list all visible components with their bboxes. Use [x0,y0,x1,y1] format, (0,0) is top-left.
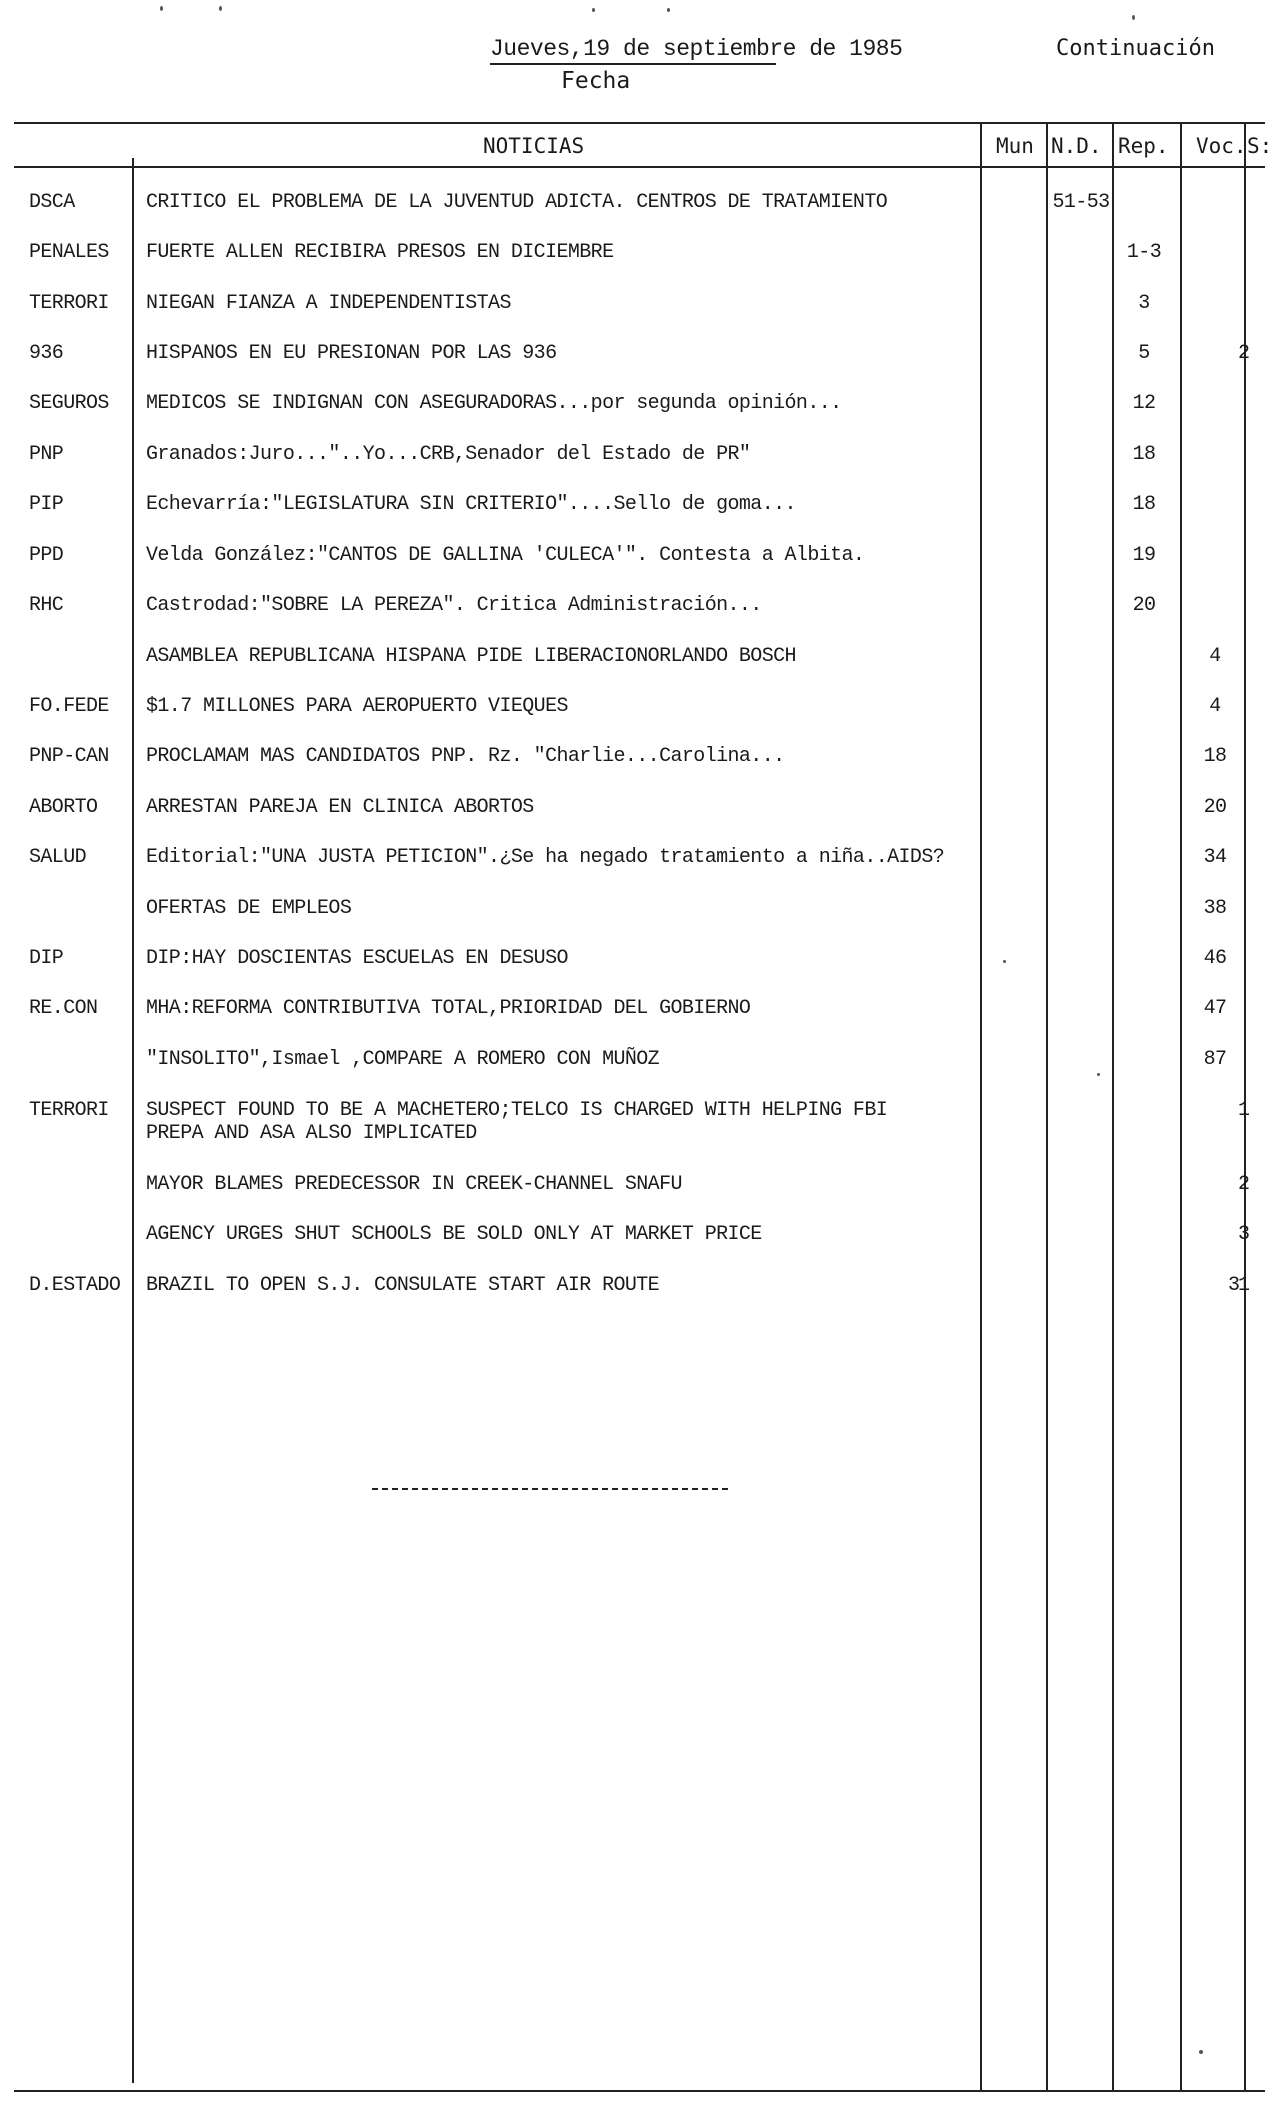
date-underline [490,63,776,65]
section-code: TERRORI [29,1099,109,1122]
scan-speck [160,6,163,11]
table-row [0,593,1265,621]
table-row [0,442,1265,470]
section-code: SALUD [29,846,87,869]
voc-page: 20 [1203,796,1227,819]
nd-page: 51-53 [1052,191,1110,214]
headline: CRITICO EL PROBLEMA DE LA JUVENTUD ADICTA. CENTROS DE TRATAMIENTO [146,191,888,214]
headline: ARRESTAN PAREJA EN CLINICA ABORTOS [146,796,534,819]
headline: NIEGAN FIANZA A INDEPENDENTISTAS [146,292,511,315]
section-code: PNP-CAN [29,745,109,768]
s-page: 2 [1238,342,1250,365]
table-row [0,795,1265,823]
section-code: RHC [29,594,64,617]
scan-speck [667,8,670,12]
s-page: 3 [1238,1223,1250,1246]
s-page: 1 [1238,1274,1250,1297]
headline-continued: PREPA AND ASA ALSO IMPLICATED [146,1122,477,1145]
table-bottom-rule [14,2090,1265,2092]
column-header-noticias: NOTICIAS [483,134,585,158]
scan-speck [592,8,595,12]
scan-speck [219,6,222,11]
section-code: TERRORI [29,292,109,315]
voc-page: 47 [1203,997,1227,1020]
section-code: DIP [29,947,64,970]
end-of-list-rule [372,1488,728,1490]
section-code: PIP [29,493,64,516]
section-code: SEGUROS [29,392,109,415]
table-row [0,291,1265,319]
section-code: D.ESTADO [29,1274,121,1297]
voc-page: 38 [1203,897,1227,920]
headline: DIP:HAY DOSCIENTAS ESCUELAS EN DESUSO [146,947,568,970]
voc-page: 4 [1209,695,1221,718]
voc-page: 3 [1228,1274,1240,1297]
table-row [0,341,1265,369]
rep-page: 5 [1138,342,1150,365]
section-code: RE.CON [29,997,98,1020]
header-bottom-rule [14,166,1265,168]
headline: PROCLAMAM MAS CANDIDATOS PNP. Rz. "Charlie...Carolina... [146,745,785,768]
table-row [0,1172,1265,1200]
headline: MEDICOS SE INDIGNAN CON ASEGURADORAS...por segunda opinión... [146,392,842,415]
voc-page: 18 [1203,745,1227,768]
table-row [0,946,1265,974]
column-header-nd: N.D. [1051,134,1102,158]
headline: HISPANOS EN EU PRESIONAN POR LAS 936 [146,342,557,365]
scan-speck [1097,1073,1100,1076]
table-row [0,190,1265,218]
section-code: PPD [29,544,64,567]
section-code: FO.FEDE [29,695,109,718]
voc-page: 34 [1203,846,1227,869]
rep-page: 20 [1132,594,1156,617]
voc-page: 46 [1203,947,1227,970]
fecha-label: Fecha [561,68,631,94]
rep-page: 19 [1132,544,1156,567]
section-code: PENALES [29,241,109,264]
headline: MHA:REFORMA CONTRIBUTIVA TOTAL,PRIORIDAD DEL GOBIERNO [146,997,751,1020]
rep-page: 12 [1132,392,1156,415]
column-header-s: S: [1247,134,1272,158]
table-row [0,744,1265,772]
rep-page: 1-3 [1126,241,1162,264]
headline: SUSPECT FOUND TO BE A MACHETERO;TELCO IS CHARGED WITH HELPING FBI [146,1099,888,1122]
table-row [0,1098,1265,1150]
table-row [0,240,1265,268]
table-row [0,1222,1265,1250]
section-code: ABORTO [29,796,98,819]
table-row [0,391,1265,419]
headline: OFERTAS DE EMPLEOS [146,897,352,920]
table-row [0,896,1265,924]
section-code: DSCA [29,191,75,214]
rep-page: 18 [1132,443,1156,466]
headline: Granados:Juro..."..Yo...CRB,Senador del Estado de PR" [146,443,751,466]
table-row [0,543,1265,571]
table-row [0,1273,1265,1301]
table-row [0,845,1265,873]
s-page: 1 [1238,1099,1250,1122]
continuation-label: Continuación [1056,36,1215,61]
s-page: 2 [1238,1173,1250,1196]
table-row [0,694,1265,722]
table-row [0,644,1265,672]
headline: MAYOR BLAMES PREDECESSOR IN CREEK-CHANNEL SNAFU [146,1173,682,1196]
headline: Editorial:"UNA JUSTA PETICION".¿Se ha negado tratamiento a niña..AIDS? [146,846,945,869]
headline: Echevarría:"LEGISLATURA SIN CRITERIO"....Sello de goma... [146,493,796,516]
table-top-rule [14,122,1265,124]
table-row [0,1047,1265,1075]
section-code: PNP [29,443,64,466]
table-row [0,996,1265,1024]
rep-page: 18 [1132,493,1156,516]
headline: Castrodad:"SOBRE LA PEREZA". Critica Administración... [146,594,762,617]
headline: BRAZIL TO OPEN S.J. CONSULATE START AIR ROUTE [146,1274,660,1297]
scan-speck [1199,2050,1203,2054]
headline: Velda González:"CANTOS DE GALLINA 'CULECA'". Contesta a Albita. [146,544,865,567]
rep-page: 3 [1138,292,1150,315]
report-date: Jueves,19 de septiembre de 1985 [490,36,903,62]
section-code: 936 [29,342,64,365]
column-header-voc: Voc. [1196,134,1247,158]
headline: "INSOLITO",Ismael ,COMPARE A ROMERO CON MUÑOZ [146,1048,660,1071]
column-header-rep: Rep. [1118,134,1169,158]
scan-speck [1003,960,1006,963]
table-row [0,492,1265,520]
voc-page: 87 [1203,1048,1227,1071]
column-header-mun: Mun [996,134,1034,158]
scan-speck [1132,15,1135,20]
headline: AGENCY URGES SHUT SCHOOLS BE SOLD ONLY AT MARKET PRICE [146,1223,762,1246]
headline: $1.7 MILLONES PARA AEROPUERTO VIEQUES [146,695,568,718]
headline: FUERTE ALLEN RECIBIRA PRESOS EN DICIEMBRE [146,241,614,264]
voc-page: 4 [1209,645,1221,668]
headline: ASAMBLEA REPUBLICANA HISPANA PIDE LIBERACIONORLANDO BOSCH [146,645,796,668]
